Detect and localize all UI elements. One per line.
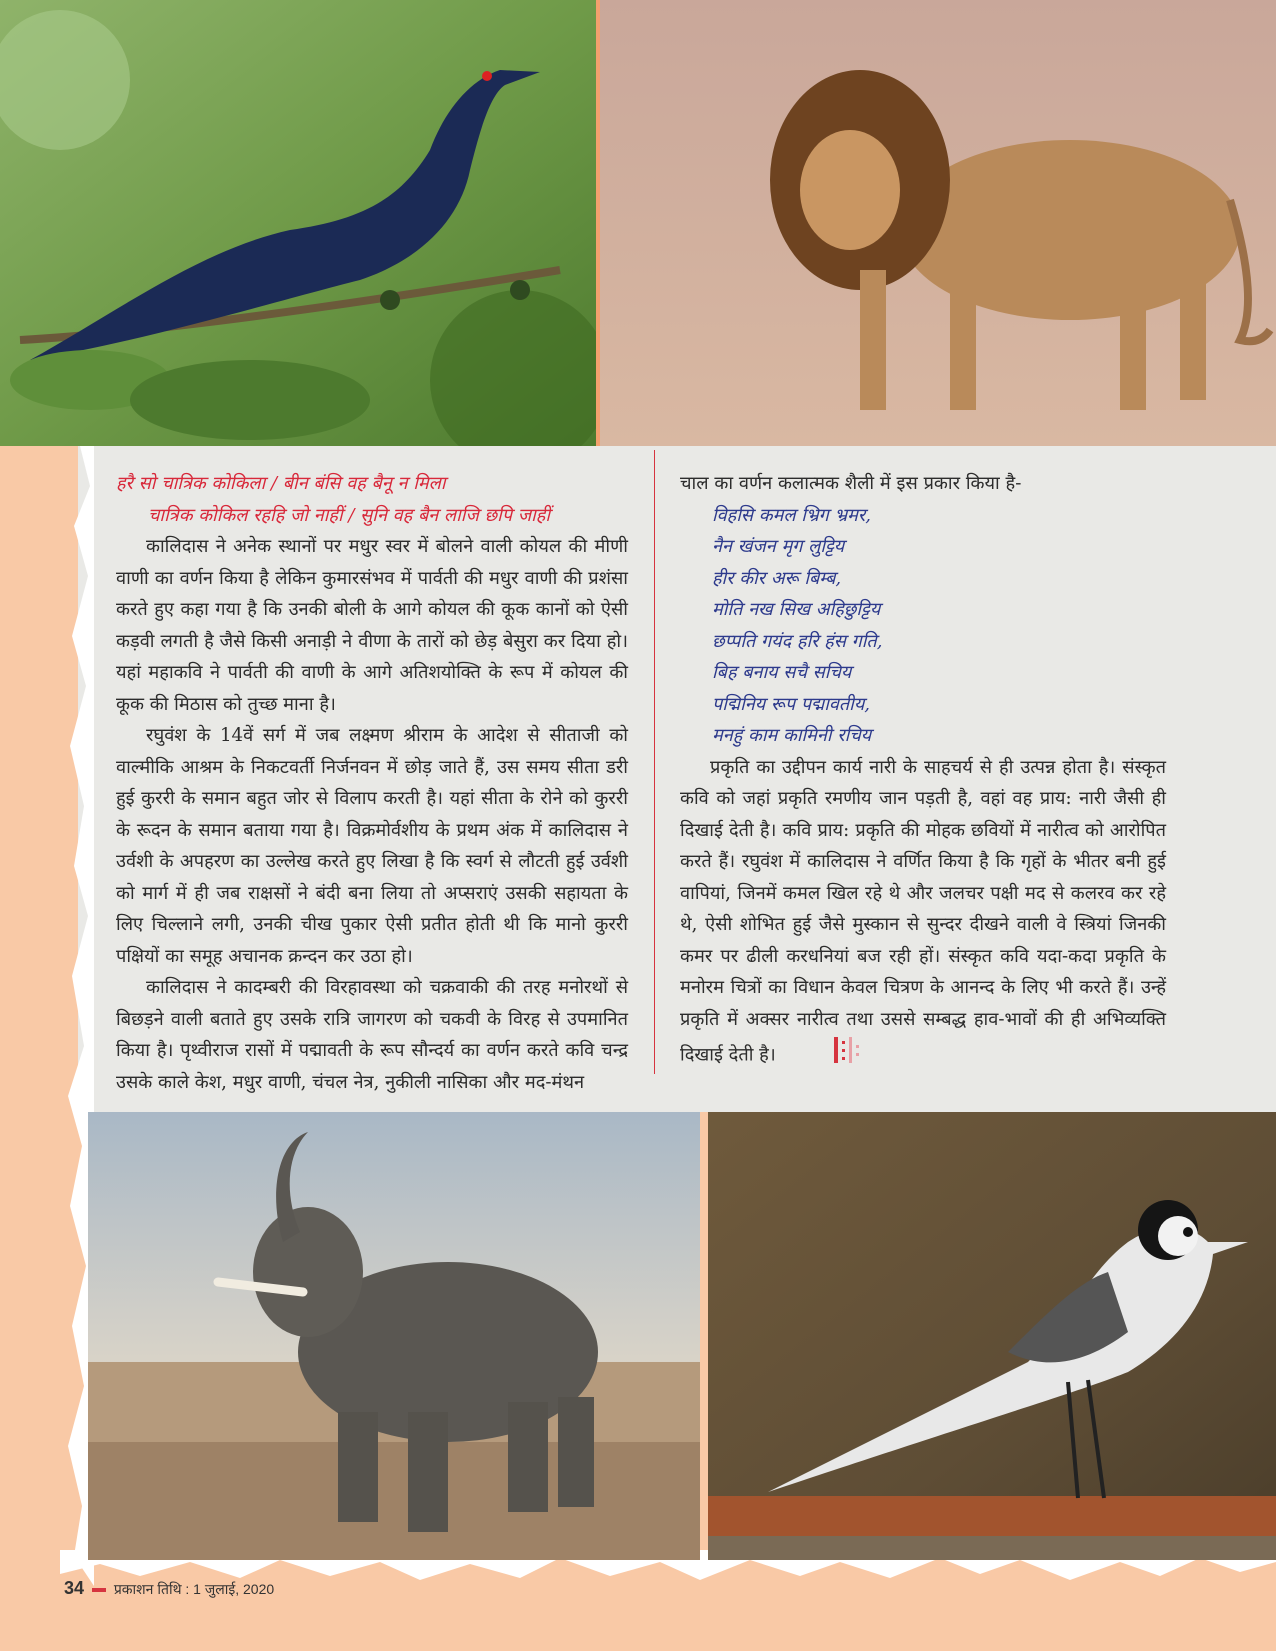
page-footer [64, 1578, 274, 1599]
right-column [680, 468, 1166, 1076]
paragraph: कालिदास ने कादम्बरी की विरहावस्था को चक्रवाकी की तरह मनोरथों से बिछड़ने वाली बताते हुए उसके रात्रि जागरण को चकवी के विरह से उपमानित किया है। पृथ्वीराज रासों में पद्मावती के रूप सौन्दर्य का वर्णन करते कवि चन्द्र उसके काले केश, मधुर वाणी, चंचल नेत्र, नुकीली नासिका और मद-मंथन [116, 977, 628, 1093]
end-of-article-icon [804, 1035, 868, 1076]
verse-line: चात्रिक कोकिल रहहि जो नाहीं / सुनि वह बैन लाजि छपि जाहीं [148, 504, 551, 526]
koel-bird-photo [0, 0, 596, 446]
verse-line: छप्पति गयंद हरि हंस गति, [712, 630, 883, 652]
paragraph: कालिदास ने अनेक स्थानों पर मधुर स्वर में बोलने वाली कोयल की मीणी वाणी का वर्णन किया है लेकिन कुमारसंभव में पार्वती की मधुर वाणी की प्रशंसा करते हुए कहा गया है कि उनकी बोली के आगे कोयल की कूक कानों को ऐसी कड़वी लगती है जैसे किसी अनाड़ी ने वीणा के तारों को छेड़ बेसुरा कर दिया हो। यहां महाकवि ने पार्वती की वाणी के आगे अतिशयोक्ति के रूप में कोयल की कूक की मिठास को तुच्छ माना है। [116, 536, 628, 715]
verse-line: पद्मिनिय रूप पद्मावतीय, [712, 693, 870, 715]
column-divider [654, 450, 655, 1074]
verse-line: विहसि कमल भ्रिग भ्रमर, [712, 504, 871, 526]
paragraph: रघुवंश के 14वें सर्ग में जब लक्ष्मण श्रीराम के आदेश से सीताजी को वाल्मीकि आश्रम के निकटवर्ती निर्जनवन में छोड़ जाते हैं, उस समय सीता डरी हुई कुररी के समान बहुत जोर से विलाप करती है। यहां सीता के रोने को कुररी के रूदन के समान बताया गया है। विक्रमोर्वशीय के प्रथम अंक में कालिदास ने उर्वशी के अपहरण का उल्लेख करते हुए लिखा है कि स्वर्ग से लौटती हुई उर्वशी को मार्ग में ही जब राक्षसों ने बंदी बना लिया तो अप्सराएं उसकी सहायता के लिए चिल्लाने लगी, उनकी चीख पुकार ऐसी प्रतीत होती थी कि मानो कुररी पक्षियों का समूह अचानक क्रन्दन कर उठा हो। [116, 725, 628, 967]
verse-line: बिह बनाय सचै सचिय [712, 662, 852, 683]
paragraph [680, 752, 1166, 1076]
torn-paper-edge-left [44, 446, 94, 1586]
lion-photo [600, 0, 1276, 446]
verse-line: नैन खंजन मृग लुट्टिय [712, 536, 845, 557]
footer-dash-icon [92, 1588, 106, 1592]
verse-line: हीर कीर अरू बिम्ब, [712, 567, 842, 589]
left-column [116, 468, 628, 1098]
paragraph-text: प्रकृति का उद्दीपन कार्य नारी के साहचर्य से ही उत्पन्न होता है। संस्कृत कवि को जहां प्रकृति रमणीय जान पड़ती है, वहां वह प्राय: नारी जैसी ही दिखाई देती है। कवि प्राय: प्रकृति की मोहक छवियों में नारीत्व को आरोपित करते हैं। रघुवंश में कालिदास ने वर्णित किया है कि गृहों के भीतर बनी हुई वापियां, जिनमें कमल खिल रहे थे और जलचर पक्षी मद से कलरव कर रहे थे, ऐसी शोभित हुई जैसे मुस्कान से सुन्दर दीखने वाली वे स्त्रियां जिनकी कमर पर ढीली करधनियां बज रही हों। संस्कृत कवि यदा-कदा प्रकृति के मनोरम चित्रों का विधान केवल चित्रण के आनन्द के लिए भी करते हैं। उन्हें प्रकृति में अक्सर नारीत्व तथा उससे सम्बद्ध हाव-भावों की ही अभिव्यक्ति दिखाई देती है। [680, 756, 1166, 1066]
publication-date: प्रकाशन तिथि : 1 जुलाई, 2020 [113, 1581, 275, 1597]
verse-line: मोति नख सिख अहिछुट्टिय [712, 599, 881, 620]
white-wagtail-bird-photo [708, 1112, 1276, 1560]
paragraph: चाल का वर्णन कलात्मक शैली में इस प्रकार किया है- [680, 473, 1022, 494]
elephant-photo [88, 1112, 700, 1560]
page-number: 34 [64, 1578, 85, 1598]
verse-line: मनहुं काम कामिनी रचिय [712, 725, 872, 746]
verse-line: हरै सो चात्रिक कोकिला / बीन बंसि वह बैनू न मिला [116, 473, 446, 494]
